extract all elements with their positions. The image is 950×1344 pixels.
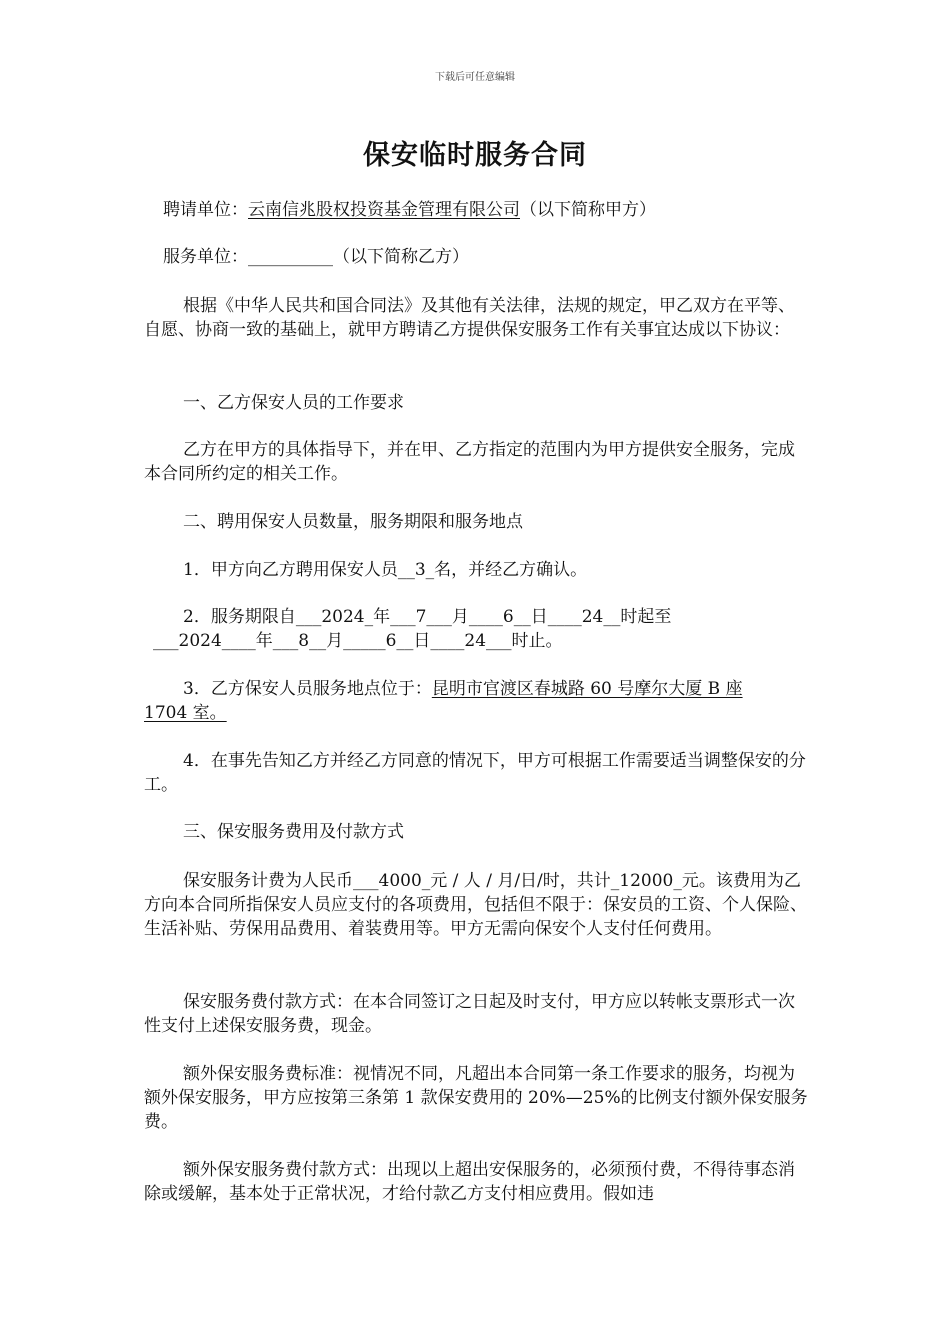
section2-item3-location: 昆明市官渡区春城路 60 号摩尔大厦 B 座 (431, 679, 743, 699)
party-a-label: 聘请单位： (163, 200, 248, 220)
party-b-blank: __________ (248, 247, 333, 267)
section3-heading: 三、保安服务费用及付款方式 (183, 822, 404, 842)
section2-item2-line1: 2．服务期限自___2024_年___7___月____6__日____24__时起至 (183, 607, 672, 627)
section3-fee-paragraph: 保安服务计费为人民币___4000_元 / 人 / 月/日/时，共计_12000_元。该费用为乙方向本合同所指保安人员应支付的各项费用，包括但不限于：保安员的工资、个人保险、生活补贴、劳保用品费用、着装费用等。甲方无需向保安个人支付任何费用。 (144, 871, 807, 939)
section2-item4: 4．在事先告知乙方并经乙方同意的情况下，甲方可根据工作需要适当调整保安的分工。 (144, 751, 806, 795)
section3-extra-standard-paragraph: 额外保安服务费标准：视情况不同，凡超出本合同第一条工作要求的服务，均视为额外保安服务，甲方应按第三条第 1 款保安费用的 20%—25%的比例支付额外保安服务费。 (144, 1064, 808, 1132)
party-a-line (163, 198, 803, 222)
section1-heading: 一、乙方保安人员的工作要求 (183, 393, 404, 413)
section2-item3-location-cont: 1704 室。 (144, 703, 227, 723)
section2-item3 (144, 677, 808, 725)
party-a-name: 云南信兆股权投资基金管理有限公司 (248, 200, 520, 220)
section3-payment-paragraph: 保安服务费付款方式：在本合同签订之日起及时支付，甲方应以转帐支票形式一次性支付上述保安服务费，现金。 (144, 992, 795, 1036)
section2-heading: 二、聘用保安人员数量，服务期限和服务地点 (183, 512, 523, 532)
section1-text: 乙方在甲方的具体指导下，并在甲、乙方指定的范围内为甲方提供安全服务，完成本合同所约定的相关工作。 (144, 440, 795, 484)
section2-item1: 1．甲方向乙方聘用保安人员__3_名，并经乙方确认。 (183, 560, 588, 580)
party-b-label: 服务单位： (163, 247, 248, 267)
section2-item3-prefix: 3．乙方保安人员服务地点位于： (183, 679, 432, 699)
section2-item2-line2: ___2024____年___8__月_____6__日____24___时止。 (153, 631, 563, 651)
header-note: 下载后可任意编辑 (435, 72, 515, 83)
section3-extra-payment-paragraph: 额外保安服务费付款方式：出现以上超出安保服务的，必须预付费，不得待事态消除或缓解，基本处于正常状况，才给付款乙方支付相应费用。假如违 (144, 1160, 795, 1204)
document-title: 保安临时服务合同 (363, 140, 587, 171)
party-b-line (163, 245, 803, 269)
party-b-suffix: （以下简称乙方） (333, 247, 469, 267)
party-a-suffix: （以下简称甲方） (520, 200, 656, 220)
preamble-paragraph: 根据《中华人民共和国合同法》及其他有关法律，法规的规定，甲乙双方在平等、自愿、协商一致的基础上，就甲方聘请乙方提供保安服务工作有关事宜达成以下协议： (144, 296, 795, 340)
